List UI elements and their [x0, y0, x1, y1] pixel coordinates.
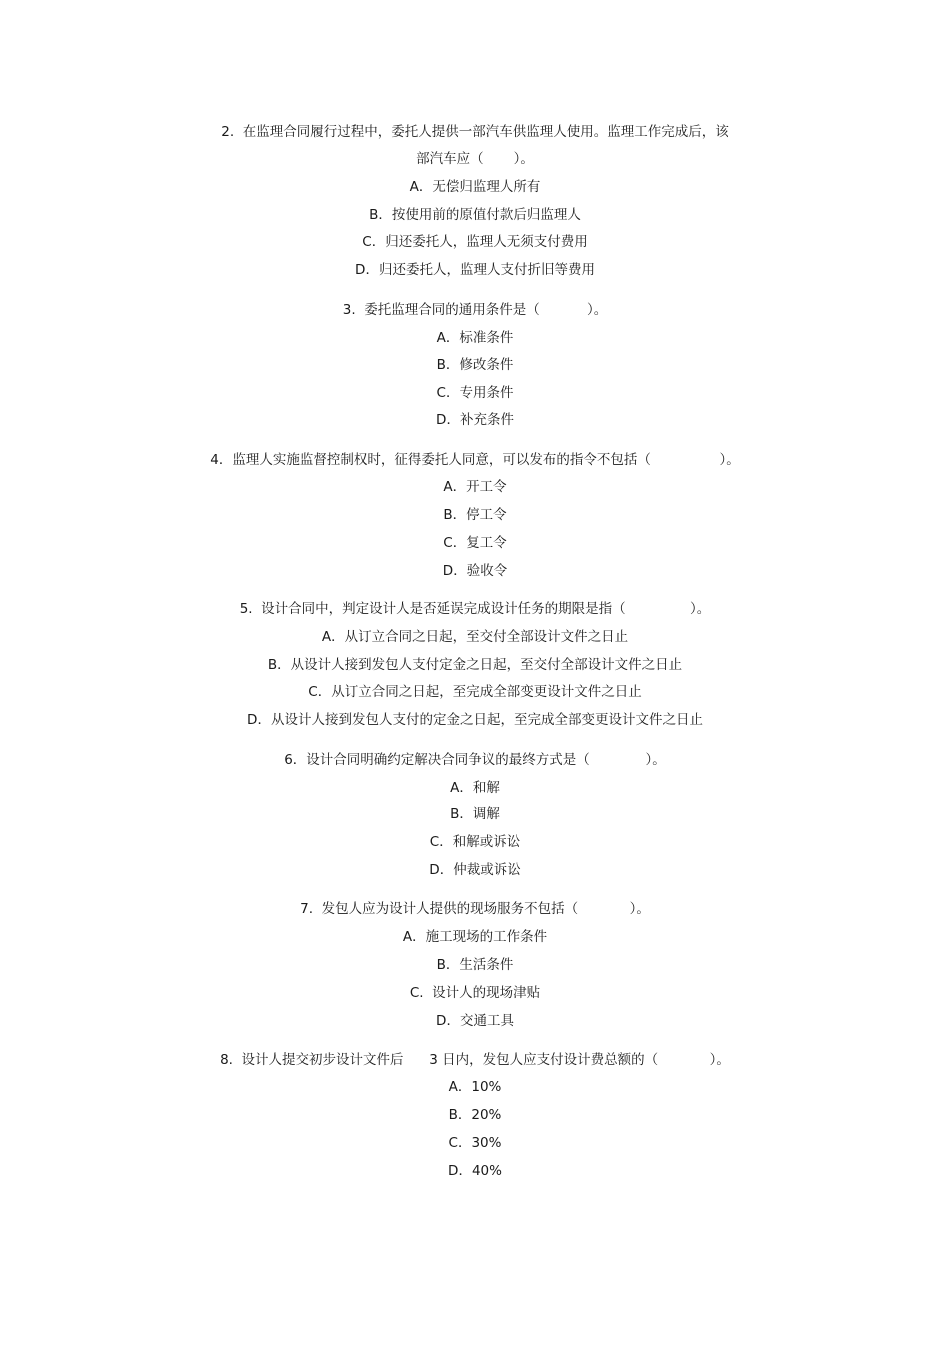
- question-2-option-b: B．按使用前的原值付款后归监理人: [369, 207, 581, 223]
- question-6-text: 6．设计合同明确约定解决合同争议的最终方式是（ ）。: [284, 752, 666, 768]
- question-8-option-c: C．30%: [448, 1135, 502, 1151]
- question-5-option-b: B．从设计人接到发包人支付定金之日起，至交付全部设计文件之日止: [267, 657, 683, 673]
- question-3-option-a: A．标准条件: [436, 330, 514, 346]
- question-2-text-line-2: 部汽车应（ ）。: [416, 151, 534, 167]
- question-2-option-a: A．无偿归监理人所有: [409, 179, 541, 195]
- question-2-text-line-1: 2. 在监理合同履行过程中，委托人提供一部汽车供监理人使用。监理工作完成后，该: [221, 124, 729, 140]
- question-8-text: 8. 设计人提交初步设计文件后 3 日内，发包人应支付设计费总额的（ ）。: [220, 1052, 730, 1068]
- question-8-option-b: B．20%: [448, 1107, 502, 1123]
- question-4-text: 4．监理人实施监督控制权时，征得委托人同意，可以发布的指令不包括（ ）。: [210, 452, 740, 468]
- question-5-option-a: A．从订立合同之日起，至交付全部设计文件之日止: [321, 629, 629, 645]
- question-3-option-c: C．专用条件: [436, 385, 514, 401]
- question-5-text: 5. 设计合同中，判定设计人是否延误完成设计任务的期限是指（ ）。: [239, 601, 711, 617]
- question-8-option-d: D．40%: [448, 1163, 502, 1179]
- question-7-option-d: D．交通工具: [436, 1013, 514, 1029]
- question-5-option-c: C．从订立合同之日起，至完成全部变更设计文件之日止: [308, 684, 642, 700]
- question-6-option-c: C．和解或诉讼: [429, 834, 521, 850]
- question-5-option-d: D．从设计人接到发包人支付的定金之日起，至完成全部变更设计文件之日止: [247, 712, 703, 728]
- question-4-option-c: C．复工令: [443, 535, 507, 551]
- question-3-option-d: D．补充条件: [436, 412, 514, 428]
- question-3-option-b: B．修改条件: [436, 357, 514, 373]
- question-2-option-c: C．归还委托人，监理人无须支付费用: [362, 234, 588, 250]
- question-7-option-a: A．施工现场的工作条件: [402, 929, 548, 945]
- question-2-option-d: D．归还委托人，监理人支付折旧等费用: [355, 262, 595, 278]
- question-7-option-b: B．生活条件: [436, 957, 514, 973]
- question-3-text: 3. 委托监理合同的通用条件是（ ）。: [342, 302, 608, 318]
- question-4-option-d: D．验收令: [442, 563, 508, 579]
- question-4-option-a: A．开工令: [443, 479, 507, 495]
- question-7-option-c: C. 设计人的现场津贴: [409, 985, 541, 1001]
- question-8-option-a: A．10%: [448, 1079, 502, 1095]
- question-7-text: 7. 发包人应为设计人提供的现场服务不包括（ ）。: [300, 901, 650, 917]
- question-6-option-d: D．仲裁或诉讼: [429, 862, 521, 878]
- question-6-option-b: B．调解: [450, 806, 500, 822]
- question-4-option-b: B．停工令: [443, 507, 507, 523]
- question-6-option-a: A．和解: [450, 780, 500, 796]
